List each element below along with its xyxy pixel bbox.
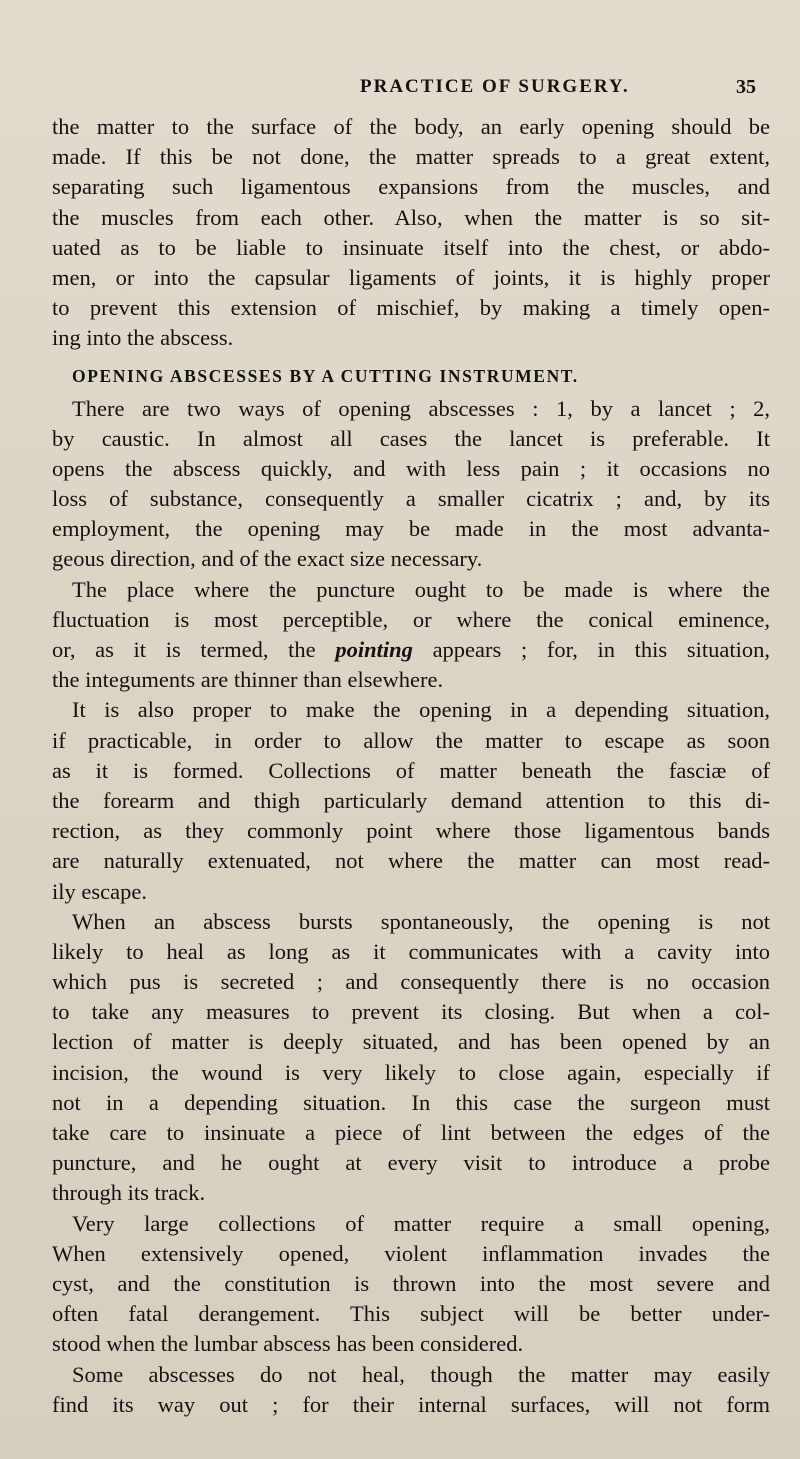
text-line: puncture, and he ought at every visit to introduce a probe (52, 1150, 770, 1176)
page-number: 35 (736, 76, 756, 98)
text-line: the forearm and thigh particularly demand attention to this di- (52, 787, 770, 813)
text-line: stood when the lumbar abscess has been considered. (52, 1331, 524, 1357)
text-line: When extensively opened, violent inflammation invades the (52, 1240, 770, 1266)
text-line (52, 635, 770, 665)
text-line: if practicable, in order to allow the matter to escape as soon (52, 727, 770, 753)
text-line: fluctuation is most perceptible, or where the conical eminence, (52, 606, 770, 632)
text-line: the integuments are thinner than elsewhere. (52, 667, 444, 693)
text-line: men, or into the capsular ligaments of joints, it is highly proper (52, 264, 770, 290)
text-line: the matter to the surface of the body, an early opening should be (52, 114, 770, 139)
paragraph-2 (52, 394, 770, 575)
text-line: opens the abscess quickly, and with less pain ; it occasions no (52, 455, 770, 481)
text-line: as it is formed. Collections of matter beneath the fasciæ of (52, 757, 770, 783)
text-line: employment, the opening may be made in the most advanta- (52, 516, 770, 542)
paragraph-3 (52, 575, 770, 696)
text-line: not in a depending situation. In this case the surgeon must (52, 1089, 770, 1115)
text-line: Very large collections of matter require a small opening, (72, 1210, 770, 1236)
text-line: The place where the puncture ought to be made is where the (72, 576, 770, 602)
text-line: rection, as they commonly point where those ligamentous bands (52, 818, 770, 844)
text-line: are naturally extenuated, not where the matter can most read- (52, 848, 770, 874)
text-line: uated as to be liable to insinuate itself into the chest, or abdo- (52, 234, 770, 260)
text-line: cyst, and the constitution is thrown into the most severe and (52, 1270, 770, 1296)
text-line: through its track. (52, 1180, 206, 1206)
text-line: There are two ways of opening abscesses : 1, by a lancet ; 2, (72, 395, 770, 421)
line-text-after: appears ; for, in this situation, (412, 637, 770, 662)
text-line: separating such ligamentous expansions from the muscles, and (52, 174, 770, 200)
text-line: ing into the abscess. (52, 325, 234, 351)
text-line: loss of substance, consequently a smaller cicatrix ; and, by its (52, 486, 770, 512)
text-line: to prevent this extension of mischief, by making a timely open- (52, 295, 770, 321)
text-line: It is also proper to make the opening in a depending situation, (72, 697, 770, 723)
text-line: to take any measures to prevent its closing. But when a col- (52, 999, 770, 1025)
italic-term-pointing: pointing (335, 637, 413, 662)
text-line: by caustic. In almost all cases the lancet is preferable. It (52, 425, 770, 451)
running-head (0, 76, 800, 100)
paragraph-1 (52, 112, 770, 354)
section-heading: OPENING ABSCESSES BY A CUTTING INSTRUMENT. (72, 365, 579, 386)
text-line: Some abscesses do not heal, though the matter may easily (72, 1361, 770, 1387)
text-line: geous direction, and of the exact size necessary. (52, 546, 483, 572)
text-line: When an abscess bursts spontaneously, the opening is not (72, 908, 770, 934)
running-title: PRACTICE OF SURGERY. (360, 76, 630, 97)
paragraph-5 (52, 907, 770, 1209)
paragraph-7 (52, 1360, 770, 1420)
line-text-before: or, as it is termed, the (52, 637, 336, 662)
text-line: incision, the wound is very likely to close again, especially if (52, 1059, 770, 1085)
text-line: made. If this be not done, the matter spreads to a great extent, (52, 144, 770, 170)
text-line: which pus is secreted ; and consequently there is no occasion (52, 969, 770, 995)
text-line: likely to heal as long as it communicates with a cavity into (52, 938, 770, 964)
text-line: the muscles from each other. Also, when the matter is so sit- (52, 204, 770, 230)
text-line: take care to insinuate a piece of lint between the edges of the (52, 1120, 770, 1145)
text-line: ily escape. (52, 878, 147, 904)
text-line: lection of matter is deeply situated, and has been opened by an (52, 1029, 770, 1055)
body-text (52, 112, 770, 1420)
text-line: find its way out ; for their internal surfaces, will not form (52, 1391, 770, 1417)
paragraph-4 (52, 695, 770, 906)
text-line: often fatal derangement. This subject will be better under- (52, 1301, 770, 1327)
paragraph-6 (52, 1209, 770, 1360)
